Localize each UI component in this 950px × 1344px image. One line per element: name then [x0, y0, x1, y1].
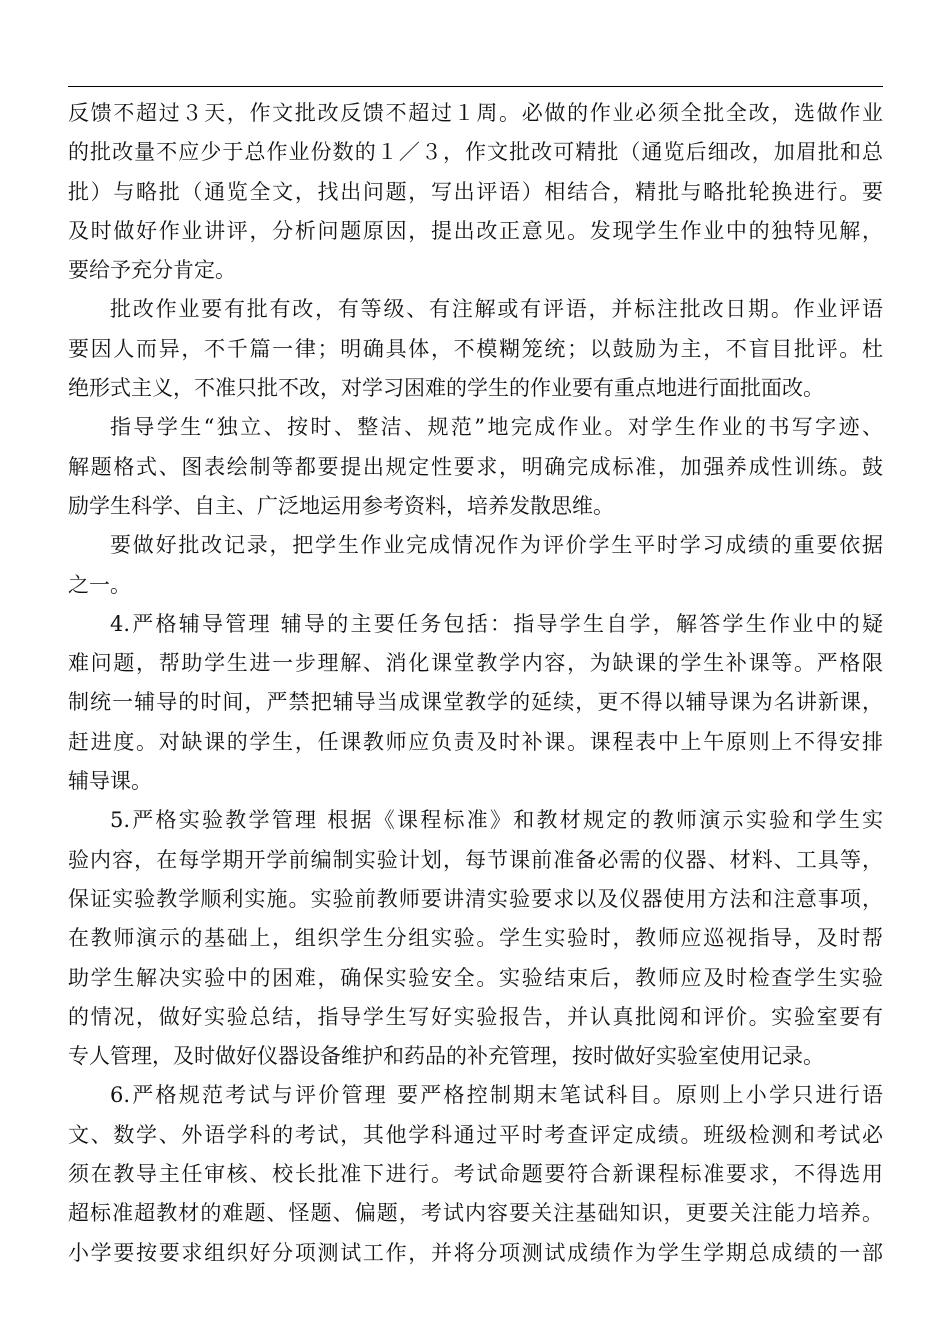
text-line [68, 251, 883, 290]
text-line-content: 4.严格辅导管理 辅导的主要任务包括：指导学生自学，解答学生作业中的疑 [110, 611, 883, 636]
text-line [68, 723, 883, 762]
text-line-content: 须在教导主任审核、校长批准下进行。考试命题要符合新课程标准要求，不得选用 [68, 1162, 883, 1187]
text-line [68, 959, 883, 998]
text-line [68, 566, 883, 605]
text-line-content: 绝形式主义，不准只批不改，对学习困难的学生的作业要有重点地进行面批面改。 [68, 376, 824, 401]
text-line [68, 880, 883, 919]
text-line-content: 批）与略批（通览全文，找出问题，写出评语）相结合，精批与略批轮换进行。要 [68, 179, 883, 204]
text-line [68, 369, 883, 408]
text-line [68, 212, 883, 251]
text-line [68, 1234, 883, 1273]
text-line-content: 反馈不超过３天，作文批改反馈不超过１周。必做的作业必须全批全改，选做作业 [68, 101, 883, 125]
text-line-content: 解题格式、图表绘制等都要提出规定性要求，明确完成标准，加强养成性训练。鼓 [68, 454, 883, 479]
text-line [68, 762, 883, 801]
text-line [68, 290, 883, 329]
text-line [68, 998, 883, 1037]
document-body [68, 94, 883, 1273]
text-line-content: 之一。 [68, 572, 131, 597]
text-line [68, 919, 883, 958]
text-line-content: 保证实验教学顺利实施。实验前教师要讲清实验要求以及仪器使用方法和注意事项， [68, 886, 883, 911]
text-line-content: 要做好批改记录，把学生作业完成情况作为评价学生平时学习成绩的重要依据 [110, 533, 883, 558]
text-line [68, 487, 883, 526]
text-line [68, 173, 883, 212]
text-line-content: 及时做好作业讲评，分析问题原因，提出改正意见。发现学生作业中的独特见解， [68, 218, 883, 243]
text-line-content: 助学生解决实验中的困难，确保实验安全。实验结束后，教师应及时检查学生实验 [68, 965, 883, 990]
text-line-content: 励学生科学、自主、广泛地运用参考资料，培养发散思维。 [68, 493, 614, 518]
text-line [68, 644, 883, 683]
text-line [68, 1116, 883, 1155]
text-line [68, 1076, 883, 1115]
text-line-content: 指导学生“独立、按时、整洁、规范”地完成作业。对学生作业的书写字迹、 [110, 415, 883, 440]
text-line-content: 赶进度。对缺课的学生，任课教师应负责及时补课。课程表中上午原则上不得安排 [68, 729, 883, 754]
text-line [68, 330, 883, 369]
text-line-content: 要因人而异，不千篇一律；明确具体，不模糊笼统；以鼓励为主，不盲目批评。杜 [68, 336, 883, 361]
text-line [68, 841, 883, 880]
text-line [68, 526, 883, 565]
text-line-content: 5.严格实验教学管理 根据《课程标准》和教材规定的教师演示实验和学生实 [110, 808, 883, 833]
text-line [68, 408, 883, 447]
text-line-content: 小学要按要求组织好分项测试工作，并将分项测试成绩作为学生学期总成绩的一部 [68, 1240, 883, 1265]
text-line-content: 辅导课。 [68, 769, 152, 794]
text-line-content: 在教师演示的基础上，组织学生分组实验。学生实验时，教师应巡视指导，及时帮 [68, 926, 883, 951]
text-line-content: 超标准超教材的难题、怪题、偏题，考试内容要关注基础知识，更要关注能力培养。 [68, 1201, 883, 1226]
text-line-content: 制统一辅导的时间，严禁把辅导当成课堂教学的延续，更不得以辅导课为名讲新课， [68, 690, 883, 715]
text-line [68, 683, 883, 722]
text-line [68, 1037, 883, 1076]
text-line-content: 批改作业要有批有改，有等级、有注解或有评语，并标注批改日期。作业评语 [110, 297, 883, 322]
text-line [68, 1194, 883, 1233]
text-line [68, 94, 883, 133]
text-line-content: 的情况，做好实验总结，指导学生写好实验报告，并认真批阅和评价。实验室要有 [68, 1004, 883, 1029]
text-line-content: 6.严格规范考试与评价管理 要严格控制期末笔试科目。原则上小学只进行语 [110, 1083, 883, 1108]
text-line-content: 要给予充分肯定。 [68, 258, 236, 283]
text-line [68, 801, 883, 840]
text-line-content: 文、数学、外语学科的考试，其他学科通过平时考查评定成绩。班级检测和考试必 [68, 1122, 883, 1147]
text-line [68, 605, 883, 644]
text-line-content: 的批改量不应少于总作业份数的１／３，作文批改可精批（通览后细改，加眉批和总 [68, 140, 883, 165]
text-line-content: 专人管理，及时做好仪器设备维护和药品的补充管理，按时做好实验室使用记录。 [68, 1044, 824, 1069]
text-line [68, 133, 883, 172]
text-line [68, 1155, 883, 1194]
text-line-content: 难问题，帮助学生进一步理解、消化课堂教学内容，为缺课的学生补课等。严格限 [68, 651, 883, 676]
header-rule [68, 86, 883, 87]
text-line [68, 448, 883, 487]
text-line-content: 验内容，在每学期开学前编制实验计划，每节课前准备必需的仪器、材料、工具等， [68, 847, 883, 872]
